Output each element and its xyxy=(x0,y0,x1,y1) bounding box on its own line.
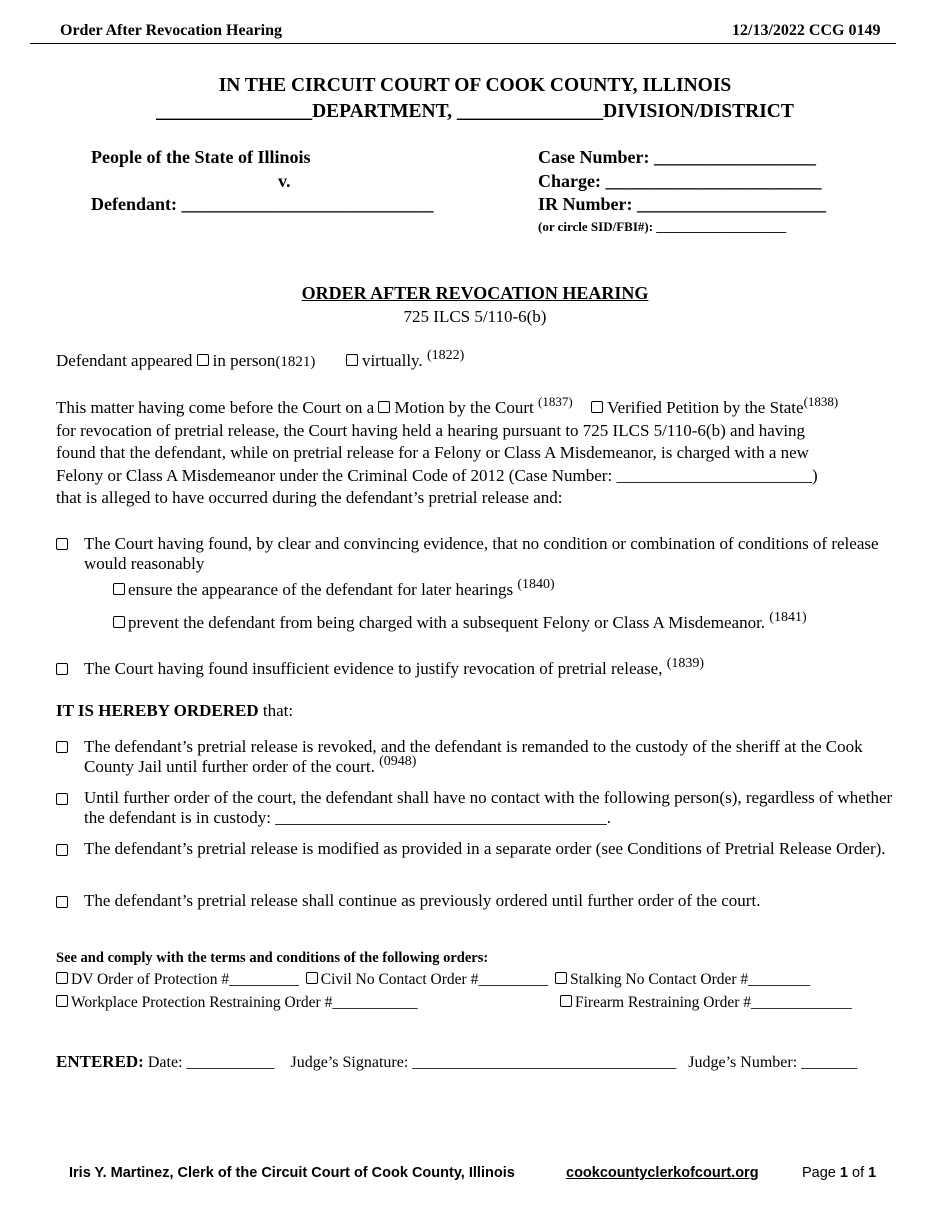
form-code: 12/13/2022 CCG 0149 xyxy=(732,22,881,39)
ordered-heading-rest: that: xyxy=(262,701,294,720)
appearance-label: Defendant appeared xyxy=(56,351,193,370)
header-rule xyxy=(30,43,896,44)
insufficient-checkbox[interactable] xyxy=(56,663,68,675)
ensure-appearance-code: (1840) xyxy=(517,577,555,592)
page-number: 1 xyxy=(839,1165,848,1181)
ensure-appearance-text: ensure the appearance of the defendant for later hearings xyxy=(128,580,514,599)
entered-label: ENTERED: xyxy=(56,1052,144,1071)
in-person-code: (1821) xyxy=(275,354,316,370)
comply-row-2b xyxy=(560,994,852,1012)
workplace-order-checkbox[interactable] xyxy=(56,995,68,1007)
matter-line-5: that is alleged to have occurred during the defendant’s pretrial release and: xyxy=(56,488,563,507)
no-contact-checkbox[interactable] xyxy=(56,793,68,805)
comply-row-2a xyxy=(56,994,418,1012)
continue-checkbox[interactable] xyxy=(56,896,68,908)
comply-row-1 xyxy=(56,971,810,989)
petition-label: Verified Petition by the State xyxy=(607,398,804,417)
defendant-field[interactable]: Defendant: ____________________________ xyxy=(91,194,434,214)
modified-text: The defendant’s pretrial release is modified as provided in a separate order (see Conditions of Pretrial Release Order). xyxy=(84,839,886,858)
footer-page xyxy=(802,1165,876,1181)
matter-line-4: Felony or Class A Misdemeanor under the Criminal Code of 2012 (Case Number: _______________________) xyxy=(56,466,818,485)
page-label: Page xyxy=(802,1165,836,1181)
no-contact-text[interactable]: Until further order of the court, the defendant shall have no contact with the following person(s), regardless of whether the defendant is in custody: _______________________________________. xyxy=(84,788,893,827)
petition-checkbox[interactable] xyxy=(591,401,603,413)
prevent-charge-text: prevent the defendant from being charged with a subsequent Felony or Class A Misdemeanor. xyxy=(128,613,766,632)
matter-intro: This matter having come before the Court on a xyxy=(56,398,375,417)
sid-fbi-field[interactable]: (or circle SID/FBI#): ____________________ xyxy=(538,219,787,234)
in-person-label: in person xyxy=(212,351,276,370)
prevent-charge-code: (1841) xyxy=(769,610,807,625)
appearance-line xyxy=(56,348,465,371)
clear-evidence-text: The Court having found, by clear and convincing evidence, that no condition or combination of conditions of release would reasonably xyxy=(84,534,879,573)
versus: v. xyxy=(278,171,291,191)
workplace-order-text[interactable]: Workplace Protection Restraining Order #___________ xyxy=(71,994,418,1011)
charge-field[interactable]: Charge: ________________________ xyxy=(538,171,822,191)
stalking-no-contact-checkbox[interactable] xyxy=(555,972,567,984)
page-total: 1 xyxy=(868,1165,877,1181)
ensure-appearance-checkbox[interactable] xyxy=(113,583,125,595)
motion-label: Motion by the Court xyxy=(394,398,534,417)
revoked-code: (0948) xyxy=(379,754,417,769)
comply-heading: See and comply with the terms and conditions of the following orders: xyxy=(56,950,489,966)
form-title: Order After Revocation Hearing xyxy=(60,22,283,39)
revoked-text-block xyxy=(84,737,884,779)
virtually-label: virtually. xyxy=(361,351,423,370)
clear-evidence-checkbox[interactable] xyxy=(56,538,68,550)
ensure-appearance-line xyxy=(113,577,555,600)
civil-no-contact-checkbox[interactable] xyxy=(306,972,318,984)
footer-website-link[interactable]: cookcountyclerkofcourt.org xyxy=(566,1165,759,1181)
department-division-line: ________________DEPARTMENT, _______________DIVISION/DISTRICT xyxy=(156,101,794,122)
firearm-order-text[interactable]: Firearm Restraining Order #_____________ xyxy=(575,994,852,1011)
matter-line-2: for revocation of pretrial release, the Court having held a hearing pursuant to 725 ILCS 5/110-6(b) and having xyxy=(56,421,806,440)
matter-line-1 xyxy=(56,394,839,418)
modified-checkbox[interactable] xyxy=(56,844,68,856)
in-person-checkbox[interactable] xyxy=(197,354,209,366)
case-number-field[interactable]: Case Number: __________________ xyxy=(538,147,816,167)
entered-date[interactable]: Date: ___________ xyxy=(147,1054,275,1071)
revoked-checkbox[interactable] xyxy=(56,741,68,753)
plaintiff: People of the State of Illinois xyxy=(91,147,311,167)
ir-number-field[interactable]: IR Number: _____________________ xyxy=(538,194,826,214)
order-statute: 725 ILCS 5/110-6(b) xyxy=(403,307,547,326)
insufficient-code: (1839) xyxy=(666,656,705,671)
petition-code: (1838) xyxy=(803,394,839,409)
footer-clerk: Iris Y. Martinez, Clerk of the Circuit Court of Cook County, Illinois xyxy=(69,1165,515,1181)
insufficient-line xyxy=(84,656,705,679)
entered-line xyxy=(56,1052,857,1072)
stalking-no-contact-text[interactable]: Stalking No Contact Order #________ xyxy=(569,971,811,988)
judge-number[interactable]: Judge’s Number: _______ xyxy=(688,1054,858,1071)
judge-signature[interactable]: Judge’s Signature: _________________________________ xyxy=(290,1054,677,1071)
ordered-heading-bold: IT IS HEREBY ORDERED xyxy=(56,701,259,720)
motion-checkbox[interactable] xyxy=(378,401,390,413)
virtually-code: (1822) xyxy=(426,348,465,363)
prevent-charge-checkbox[interactable] xyxy=(113,616,125,628)
insufficient-text: The Court having found insufficient evidence to justify revocation of pretrial release, xyxy=(84,659,663,678)
dv-order-text[interactable]: DV Order of Protection #_________ xyxy=(71,971,299,988)
prevent-charge-line xyxy=(113,610,807,633)
matter-line-3: found that the defendant, while on pretrial release for a Felony or Class A Misdemeanor, is charged with a new xyxy=(56,443,809,462)
civil-no-contact-text[interactable]: Civil No Contact Order #_________ xyxy=(320,971,549,988)
of-label: of xyxy=(852,1165,865,1181)
order-title: ORDER AFTER REVOCATION HEARING xyxy=(301,283,649,303)
revoked-text: The defendant’s pretrial release is revoked, and the defendant is remanded to the custody of the sheriff at the Cook County Jail until further order of the court. xyxy=(84,737,863,776)
court-name: IN THE CIRCUIT COURT OF COOK COUNTY, ILLINOIS xyxy=(218,75,732,96)
firearm-order-checkbox[interactable] xyxy=(560,995,572,1007)
continue-text: The defendant’s pretrial release shall continue as previously ordered until further order of the court. xyxy=(84,891,761,910)
ordered-heading xyxy=(56,701,293,721)
dv-order-checkbox[interactable] xyxy=(56,972,68,984)
virtually-checkbox[interactable] xyxy=(346,354,358,366)
motion-code: (1837) xyxy=(538,394,573,409)
